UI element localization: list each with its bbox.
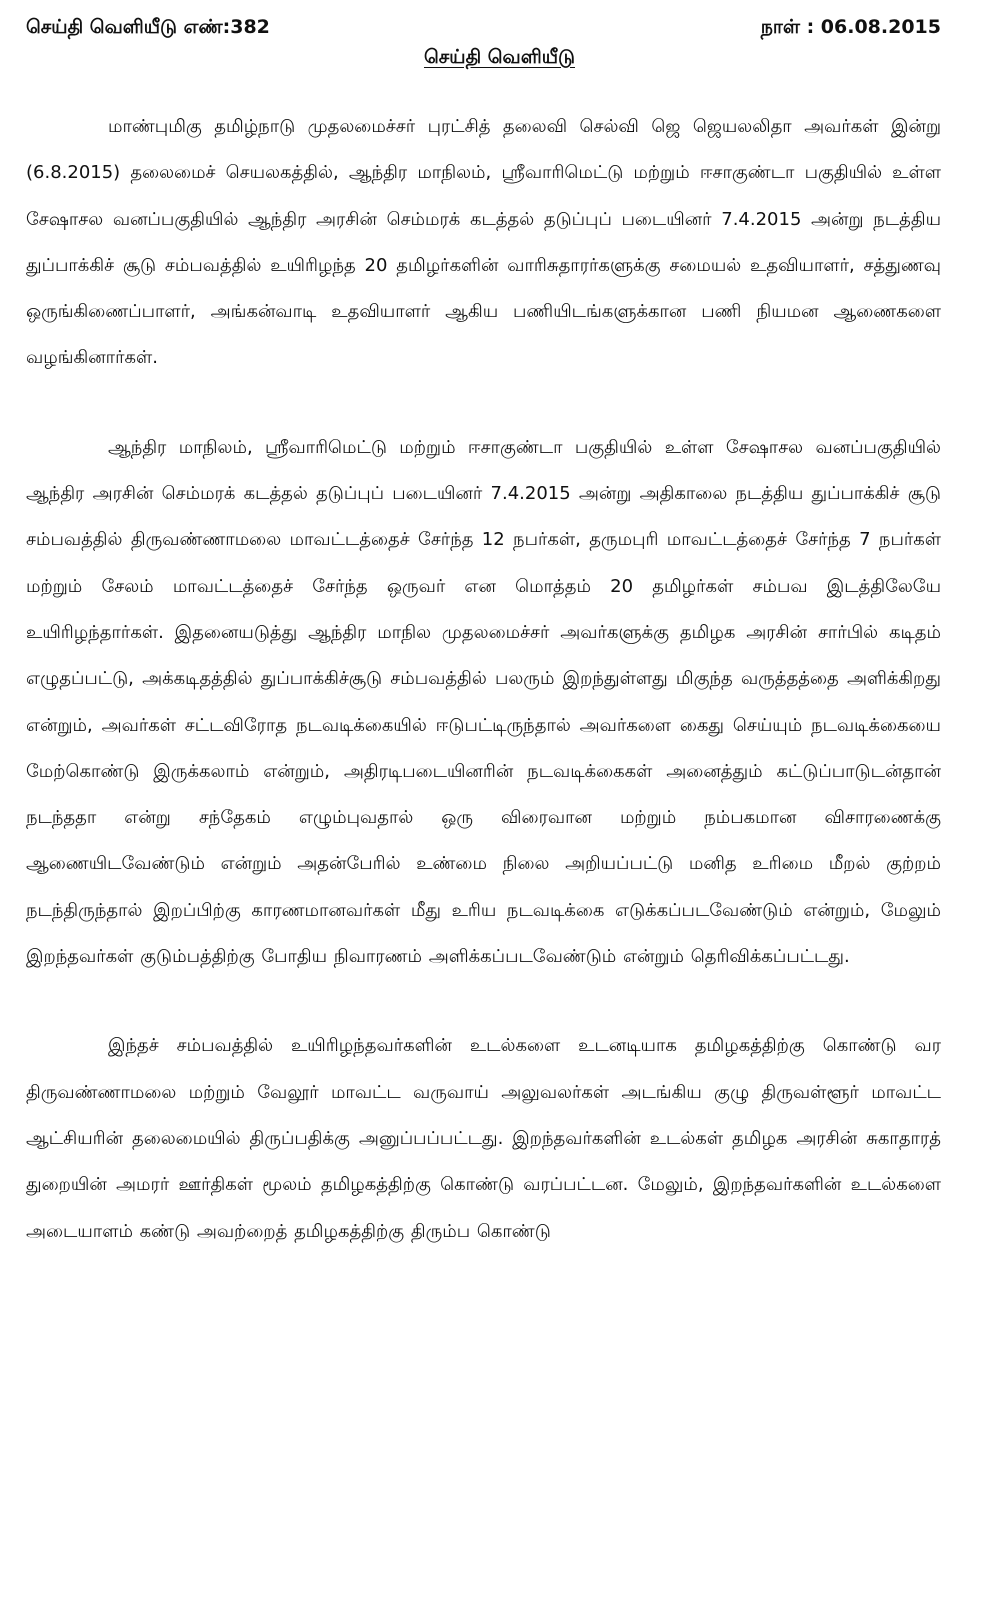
release-number: செய்தி வெளியீடு எண்:382 (26, 16, 270, 38)
paragraph-1: மாண்புமிகு தமிழ்நாடு முதலமைச்சர் புரட்சித் தலைவி செல்வி ஜெ ஜெயலலிதா அவர்கள் இன்று (6.8.2015) தலைமைச் செயலகத்தில், ஆந்திர மாநிலம், ஸ்ரீவாரிமெட்டு மற்றும் ஈசாகுண்டா பகுதியில் உள்ள சேஷாசல வனப்பகுதியில் ஆந்திர அரசின் செம்மரக் கடத்தல் தடுப்புப் படையினர் 7.4.2015 அன்று நடத்திய துப்பாக்கிச் சூடு சம்பவத்தில் உயிரிழந்த 20 தமிழர்களின் வாரிசுதாரர்களுக்கு சமையல் உதவியாளர், சத்துணவு ஒருங்கிணைப்பாளர், அங்கன்வாடி உதவியாளர் ஆகிய பணியிடங்களுக்கான பணி நியமன ஆணைகளை வழங்கினார்கள். (26, 116, 941, 369)
paragraph-2: ஆந்திர மாநிலம், ஸ்ரீவாரிமெட்டு மற்றும் ஈசாகுண்டா பகுதியில் உள்ள சேஷாசல வனப்பகுதியில் ஆந்திர அரசின் செம்மரக் கடத்தல் தடுப்புப் படையினர் 7.4.2015 அன்று அதிகாலை நடத்திய துப்பாக்கிச் சூடு சம்பவத்தில் திருவண்ணாமலை மாவட்டத்தைச் சேர்ந்த 12 நபர்கள், தருமபுரி மாவட்டத்தைச் சேர்ந்த 7 நபர்கள் மற்றும் சேலம் மாவட்டத்தைச் சேர்ந்த ஒருவர் என மொத்தம் 20 தமிழர்கள் சம்பவ இடத்திலேயே உயிரிழந்தார்கள். இதனையடுத்து ஆந்திர மாநில முதலமைச்சர் அவர்களுக்கு தமிழக அரசின் சார்பில் கடிதம் எழுதப்பட்டு, அக்கடிதத்தில் துப்பாக்கிச்சூடு சம்பவத்தில் பலரும் இறந்துள்ளது மிகுந்த வருத்தத்தை அளிக்கிறது என்றும், அவர்கள் சட்டவிரோத நடவடிக்கையில் ஈடுபட்டிருந்தால் அவர்களை கைது செய்யும் நடவடிக்கையை மேற்கொண்டு இருக்கலாம் என்றும், அதிரடிபடையினரின் நடவடிக்கைகள் அனைத்தும் கட்டுப்பாடுடன்தான் நடந்ததா என்று சந்தேகம் எழும்புவதால் ஒரு விரைவான மற்றும் நம்பகமான விசாரணைக்கு ஆணையிடவேண்டும் என்றும் அதன்பேரில் உண்மை நிலை அறியப்பட்டு மனித உரிமை மீறல் குற்றம் நடந்திருந்தால் இறப்பிற்கு காரணமானவர்கள் மீது உரிய நடவடிக்கை எடுக்கப்படவேண்டும் என்றும், மேலும் இறந்தவர்கள் குடும்பத்திற்கு போதிய நிவாரணம் அளிக்கப்படவேண்டும் என்றும் தெரிவிக்கப்பட்டது. (26, 436, 941, 968)
body-text (26, 104, 941, 1298)
paragraph-3: இந்தச் சம்பவத்தில் உயிரிழந்தவர்களின் உடல்களை உடனடியாக தமிழகத்திற்கு கொண்டு வர திருவண்ணாமலை மற்றும் வேலூர் மாவட்ட வருவாய் அலுவலர்கள் அடங்கிய குழு திருவள்ளூர் மாவட்ட ஆட்சியரின் தலைமையில் திருப்பதிக்கு அனுப்பப்பட்டது. இறந்தவர்களின் உடல்கள் தமிழக அரசின் சுகாதாரத் துறையின் அமரர் ஊர்திகள் மூலம் தமிழகத்திற்கு கொண்டு வரப்பட்டன. மேலும், இறந்தவர்களின் உடல்களை அடையாளம் கண்டு அவற்றைத் தமிழகத்திற்கு திரும்ப கொண்டு (26, 1035, 941, 1242)
header-row (26, 16, 941, 46)
document-title-text: செய்தி வெளியீடு (423, 46, 575, 68)
release-date: நாள் : 06.08.2015 (760, 16, 941, 38)
document-title (0, 46, 999, 71)
